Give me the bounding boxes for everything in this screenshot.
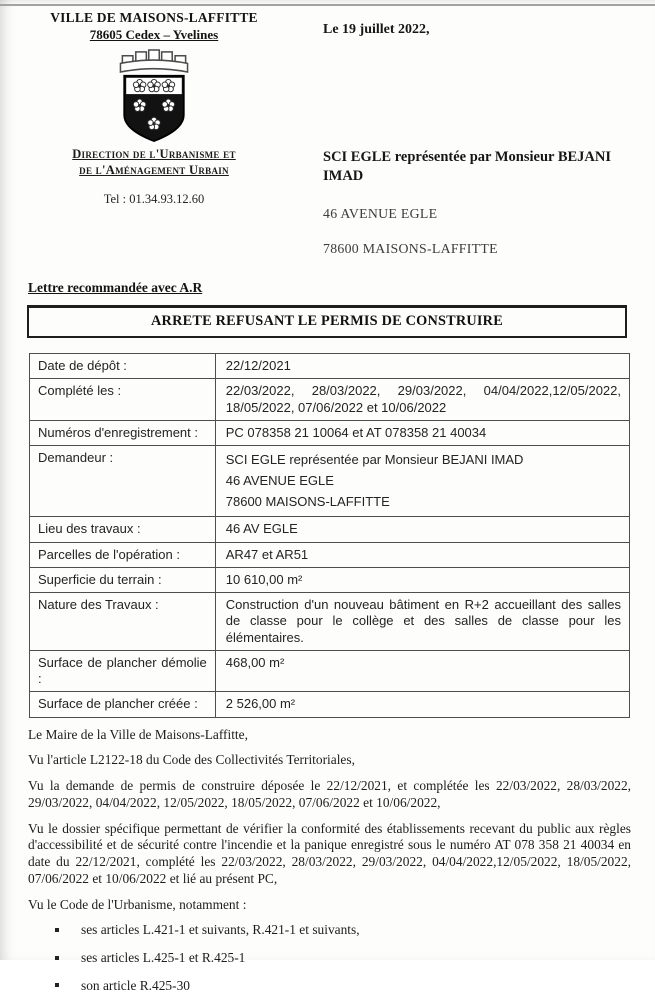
field-value <box>215 446 629 517</box>
letterhead-phone: Tel : 01.34.93.12.60 <box>103 191 205 206</box>
table-row <box>30 542 630 567</box>
table-row <box>30 593 630 651</box>
field-label: Superficie du terrain : <box>30 567 216 592</box>
field-label: Date de dépôt : <box>30 354 216 379</box>
decision-title-box <box>27 305 627 338</box>
letterhead-postal: 78605 Cedex – Yvelines <box>89 27 219 42</box>
body-paragraph: Le Maire de la Ville de Maisons-Laffitte, <box>28 726 248 742</box>
field-label: Nature des Travaux : <box>30 593 216 651</box>
field-value-line: SCI EGLE représentée par Monsieur BEJANI IMAD <box>225 452 524 467</box>
square-bullet-icon <box>55 928 59 932</box>
field-value: 22/12/2021 <box>215 354 629 379</box>
field-label: Surface de plancher démolie : <box>30 650 216 692</box>
field-label: Parcelles de l'opération : <box>30 542 216 567</box>
table-row <box>30 354 630 379</box>
body-paragraph: Vu l'article L2122-18 du Code des Collectivités Territoriales, <box>28 752 355 768</box>
letterhead-department <box>28 146 280 179</box>
field-label: Complété les : <box>30 379 216 421</box>
field-value-line: 46 AVENUE EGLE <box>225 472 334 488</box>
field-value: 2 526,00 m² <box>215 692 629 717</box>
table-row <box>30 650 630 692</box>
field-value: Construction d'un nouveau bâtiment en R+2 accueillant des salles de classe pour le collège et des salles de classe pour les élémentaires. <box>215 593 629 651</box>
letter-body <box>28 727 631 914</box>
field-value: AR47 et AR51 <box>215 542 629 567</box>
letterhead-city: VILLE DE MAISONS-LAFFITTE <box>50 10 258 25</box>
field-value: 10 610,00 m² <box>215 567 629 592</box>
letter-date: Le 19 juillet 2022, <box>323 22 430 37</box>
table-row <box>30 379 630 421</box>
recipient-address-line1: 46 AVENUE EGLE <box>323 205 438 221</box>
list-item-text: ses articles L.425-1 et R.425-1 <box>81 950 246 966</box>
recipient-name: SCI EGLE représentée par Monsieur BEJANI IMAD <box>323 149 611 184</box>
field-label: Demandeur : <box>30 446 216 517</box>
square-bullet-icon <box>55 983 59 987</box>
field-label: Surface de plancher créée : <box>30 692 216 717</box>
registered-mail-note: Lettre recommandée avec A.R <box>28 280 203 295</box>
recipient-block <box>323 22 643 257</box>
table-row <box>30 567 630 592</box>
list-item <box>28 922 655 939</box>
city-coat-of-arms-icon <box>108 48 200 144</box>
letterhead-department-line2: de l'Aménagement Urbain <box>79 163 229 178</box>
list-item <box>28 978 655 995</box>
field-label: Numéros d'enregistrement : <box>30 420 216 445</box>
list-item <box>28 950 655 967</box>
field-value: PC 078358 21 10064 et AT 078358 21 40034 <box>215 420 629 445</box>
field-label: Lieu des travaux : <box>30 517 216 542</box>
body-paragraph: Vu le dossier spécifique permettant de vérifier la conformité des établissements recevant du public aux règles d'accessibilité et de sécurité contre l'incendie et la panique enregistré sous le numéro AT 078 358 21 40034 en date du 22/12/2021, complété les 22/03/2022, 28/03/2022, 29/03/2022, 04/04/2022,12/05/2022, 18/05/2022, 07/06/2022 et 10/06/2022 et lié au présent PC, <box>28 820 631 886</box>
list-item-text: son article R.425-30 <box>81 977 190 993</box>
body-paragraph: Vu le Code de l'Urbanisme, notamment : <box>28 896 247 912</box>
table-row <box>30 420 630 445</box>
recipient-address-line2: 78600 MAISONS-LAFFITTE <box>323 240 498 256</box>
table-row <box>30 692 630 717</box>
field-value: 468,00 m² <box>215 650 629 692</box>
table-row <box>30 446 630 517</box>
table-row <box>30 517 630 542</box>
list-item-text: ses articles L.421-1 et suivants, R.421-1 et suivants, <box>81 922 360 938</box>
letterhead <box>28 10 280 207</box>
field-value: 46 AV EGLE <box>215 517 629 542</box>
field-value: 22/03/2022, 28/03/2022, 29/03/2022, 04/04/2022,12/05/2022, 18/05/2022, 07/06/2022 et 10/06/2022 <box>215 379 629 421</box>
letterhead-department-line1: Direction de l'Urbanisme et <box>72 147 236 161</box>
letterhead-header <box>0 0 655 272</box>
permit-info-table <box>29 353 630 718</box>
field-value-line: 78600 MAISONS-LAFFITTE <box>225 493 390 509</box>
decision-title: ARRETE REFUSANT LE PERMIS DE CONSTRUIRE <box>151 313 503 329</box>
legal-articles-list <box>28 922 655 994</box>
square-bullet-icon <box>55 956 59 960</box>
body-paragraph: Vu la demande de permis de construire déposée le 22/12/2021, et complétée les 22/03/2022, 28/03/2022, 29/03/2022, 04/04/2022, 12/05/2022, 18/05/2022, 07/06/2022 et 10/06/2022, <box>28 778 631 810</box>
